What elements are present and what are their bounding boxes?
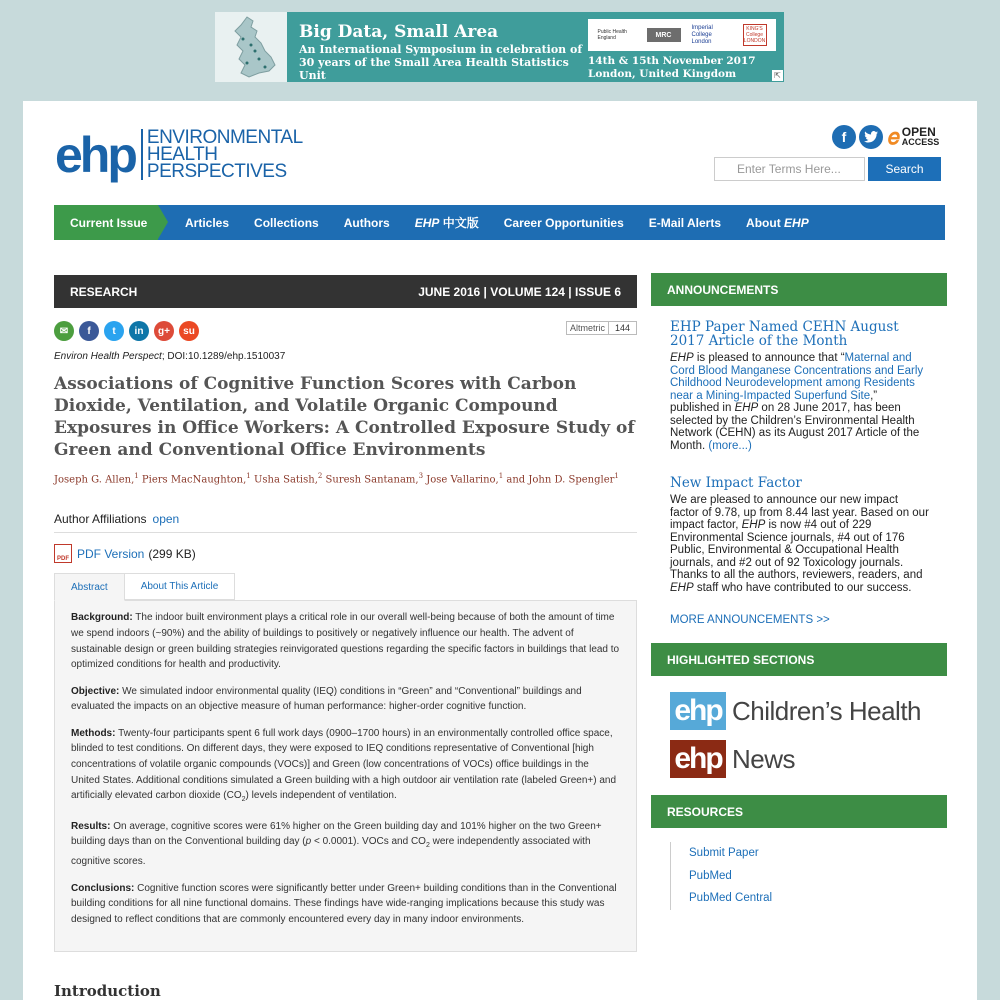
author-affil-sup: 1 — [134, 472, 139, 480]
ann2-ehp2: EHP — [670, 581, 694, 594]
ann2-text-a: We are pleased to announce our new impact factor of 9.78, up from 8.44 last year. Based on our impact factor, — [670, 494, 929, 531]
ehp-logo[interactable] — [55, 126, 303, 183]
open-access-badge[interactable] — [888, 126, 939, 148]
abstract-objective — [71, 684, 620, 715]
resources-header: RESOURCES — [651, 795, 947, 828]
uk-map-graphic — [215, 12, 287, 82]
share-toolbar — [54, 321, 637, 343]
search-button[interactable]: Search — [868, 157, 941, 181]
ann1-ehp: EHP — [670, 352, 694, 364]
resource-pubmed[interactable]: PubMed — [689, 869, 732, 882]
page-container — [23, 101, 977, 1000]
nav-ehp-chinese-suffix: 中文版 — [439, 216, 479, 230]
objective-text: We simulated indoor environmental quality (IEQ) conditions in “Green” and “Conventional” buildings and evaluated the impacts on an objective measure of human performance: higher-order cognitive function. — [71, 685, 582, 713]
altmetric-label: Altmetric — [566, 321, 609, 335]
results-p: p — [305, 836, 312, 848]
author-affil-sup: 1 — [498, 472, 504, 480]
nav-authors[interactable]: Authors — [343, 215, 390, 230]
article-tabs — [54, 573, 637, 600]
open-access-text — [902, 127, 940, 147]
abstract-background — [71, 610, 620, 672]
resource-pubmed-central[interactable]: PubMed Central — [689, 892, 773, 904]
affiliations-open-link[interactable]: open — [152, 512, 180, 527]
facebook-icon[interactable]: f — [79, 321, 99, 341]
googleplus-icon[interactable]: g+ — [154, 321, 174, 341]
nav-current-issue[interactable]: Current Issue — [54, 205, 158, 240]
article-issue: JUNE 2016 | VOLUME 124 | ISSUE 6 — [418, 284, 621, 299]
altmetric-badge[interactable] — [566, 321, 637, 335]
pdf-version-link[interactable]: PDF Version — [77, 546, 145, 561]
ad-text — [287, 12, 587, 82]
imperial-logo: Imperial College London — [691, 24, 713, 45]
ad-date: 14th & 15th November 2017 — [588, 55, 756, 67]
results-sub: 2 — [425, 842, 430, 850]
open-access-line2: ACCESS — [901, 137, 940, 147]
nav-articles[interactable]: Articles — [185, 215, 230, 230]
open-access-icon: 𝑒 — [888, 124, 900, 149]
ann1-text-a: is pleased to announce that “ — [693, 352, 845, 364]
highlight-badge: ehp — [670, 692, 726, 730]
abstract-results — [71, 819, 620, 870]
article-header-bar — [54, 275, 637, 308]
announcements-header: ANNOUNCEMENTS — [651, 273, 947, 306]
author-affil-sup: 1 — [614, 472, 619, 480]
highlight-childrens-health[interactable] — [670, 692, 928, 730]
background-label: Background: — [71, 612, 133, 624]
results-label: Results: — [71, 820, 111, 832]
author-list — [54, 472, 637, 485]
phe-logo: Public Health England — [597, 29, 627, 41]
facebook-icon[interactable]: f — [832, 125, 856, 149]
methods-label: Methods: — [71, 727, 116, 739]
ann1-ehp2: EHP — [734, 402, 759, 414]
linkedin-icon[interactable]: in — [129, 321, 149, 341]
mrc-logo: MRC — [647, 28, 681, 42]
highlighted-sections-header: HIGHLIGHTED SECTIONS — [651, 643, 947, 676]
nav-email-alerts[interactable]: E-Mail Alerts — [648, 215, 722, 230]
social-links — [832, 125, 939, 149]
author-name[interactable]: Joseph G. Allen, — [54, 474, 135, 486]
more-announcements-link[interactable]: MORE ANNOUNCEMENTS >> — [670, 614, 830, 626]
author-name[interactable]: and John D. Spengler — [506, 474, 615, 486]
article-title: Associations of Cognitive Function Scores with Carbon Dioxide, Ventilation, and Volatile Organic Compound Exposures in Office Workers: A Controlled Exposure Study of Green and Conventional Office Environments — [54, 374, 635, 460]
author-name[interactable]: Suresh Santanam, — [325, 474, 419, 486]
search-input[interactable] — [714, 157, 865, 181]
tab-about-this-article[interactable]: About This Article — [125, 573, 236, 600]
announcement-item — [670, 476, 929, 594]
abstract-methods — [71, 726, 620, 808]
sidebar — [651, 273, 947, 910]
objective-label: Objective: — [71, 685, 120, 697]
email-icon[interactable]: ✉ — [54, 321, 74, 341]
ann1-article-link[interactable]: Maternal and Cord Blood Manganese Concentrations and Early Childhood Neurodevelopment among Residents near a Mining-Impacted Superfund Site — [670, 352, 924, 402]
resource-submit-paper[interactable]: Submit Paper — [689, 847, 759, 859]
announcements-list — [651, 306, 947, 626]
author-name[interactable]: Jose Vallarino, — [426, 474, 499, 486]
ann1-text-b: ,” published in — [670, 389, 878, 414]
twitter-icon[interactable]: t — [104, 321, 124, 341]
ad-partner-logos — [588, 19, 776, 51]
results-text-c: were independently associated with cognitive scores. — [71, 836, 591, 868]
twitter-icon[interactable] — [859, 125, 883, 149]
highlighted-sections — [651, 676, 947, 778]
announcement-body — [670, 352, 929, 452]
methods-text-a: Twenty-four participants spent 6 full work days (0900–1700 hours) in an environmentally controlled office space, blinded to test conditions. On different days, they were exposed to IEQ conditions representative of Conventional [high concentrations of volatile organic compounds (VOCs)] and Green (low concentrations of VOCs) office buildings in the United States. Additional conditions simulated a Green building with a high outdoor air ventilation rate (labeled Green+) and artificially elevated carbon dioxide (CO — [71, 727, 617, 802]
results-text-a: On average, cognitive scores were 61% higher on the Green building day and 101% higher on the two Green+ building days than on the Conventional building day ( — [71, 820, 602, 848]
ad-location: London, United Kingdom — [588, 68, 737, 80]
announcement-item — [670, 320, 929, 452]
logo-line3: PERSPECTIVES — [146, 161, 287, 182]
resources-links — [670, 842, 947, 910]
pdf-size: (299 KB) — [148, 546, 196, 561]
abstract-panel — [54, 600, 637, 952]
results-text-b: < 0.0001). VOCs and CO — [311, 836, 426, 848]
highlight-label: News — [732, 743, 796, 774]
nav-about-prefix: About — [746, 215, 785, 230]
ann2-text-b: is now #4 out of 229 Environmental Science journals, #4 out of 176 Public, Environmental & Occupational Health journals, and #2 out of 92 Toxicology journals. Thanks to all the authors, reviewers, readers, and — [670, 519, 923, 581]
citation — [54, 351, 637, 362]
methods-sub: 2 — [241, 796, 246, 804]
ad-subtitle-line2: 30 years of the Small Area Health Statistics Unit — [299, 56, 569, 82]
article-section: RESEARCH — [70, 284, 138, 299]
nav-ehp-chinese-prefix: EHP — [414, 216, 440, 230]
conclusions-label: Conclusions: — [71, 882, 135, 894]
logo-wordmark — [141, 129, 303, 180]
author-affil-sup: 1 — [246, 472, 251, 480]
methods-text-b: ) levels independent of ventilation. — [245, 790, 397, 802]
citation-doi: ; DOI:10.1289/ehp.1510037 — [161, 351, 286, 362]
announcement-title[interactable]: New Impact Factor — [670, 475, 802, 491]
ad-title: Big Data, Small Area — [299, 22, 499, 42]
author-affiliations — [54, 512, 637, 533]
author-affil-sup: 3 — [418, 472, 424, 480]
logo-ehp-mark: ehp — [55, 126, 135, 183]
ann1-more-link[interactable]: (more...) — [708, 439, 752, 452]
citation-journal: Environ Health Perspect — [54, 351, 162, 362]
open-access-line1: OPEN — [901, 125, 936, 139]
highlight-news[interactable] — [670, 740, 928, 778]
announcement-body — [670, 494, 929, 594]
highlight-label: Children’s Health — [732, 695, 922, 726]
symposium-banner-ad[interactable] — [215, 12, 784, 82]
resources-list — [651, 828, 947, 910]
pdf-download — [54, 544, 637, 563]
introduction-heading: Introduction — [54, 982, 161, 1000]
conclusions-text: Cognitive function scores were significantly better under Green+ building conditions than in the Conventional building conditions for all nine functional domains. These findings have wide-ranging implications because this study was designed to reflect conditions that are commonly encountered every day in many indoor environments. — [71, 882, 617, 925]
main-navigation — [54, 205, 945, 240]
nav-about-ehp[interactable] — [746, 216, 809, 230]
nav-collections[interactable]: Collections — [254, 215, 319, 230]
ann2-text-c: staff who have contributed to our success. — [693, 581, 912, 594]
search-bar — [714, 157, 941, 181]
author-affil-sup: 2 — [317, 472, 323, 480]
kcl-logo: KING'S College LONDON — [743, 26, 766, 44]
pdf-icon[interactable]: PDF — [54, 544, 72, 563]
ann2-ehp: EHP — [741, 519, 766, 531]
tab-abstract[interactable]: Abstract — [54, 573, 125, 601]
author-name[interactable]: Piers MacNaughton, — [141, 474, 247, 486]
ad-subtitle-line1: An International Symposium in celebration of — [299, 43, 583, 56]
stumbleupon-icon[interactable]: su — [179, 321, 199, 341]
article-column — [54, 275, 637, 1000]
nav-ehp-chinese[interactable] — [415, 214, 479, 231]
highlight-badge: ehp — [670, 740, 726, 778]
logo-line2: HEALTH — [146, 144, 218, 165]
nav-about-ehp-label: EHP — [784, 215, 809, 230]
announcement-title[interactable]: EHP Paper Named CEHN August 2017 Article of the Month — [670, 319, 899, 349]
ad-right — [588, 12, 784, 82]
ann1-text-c: on 28 June 2017, has been selected by the Children’s Environmental Health Network (CEHN) as its August 2017 Article of the Month. — [670, 402, 920, 452]
author-name[interactable]: Usha Satish, — [253, 474, 318, 486]
logo-line1: ENVIRONMENTAL — [146, 127, 303, 148]
abstract-conclusions — [71, 881, 620, 928]
background-text: The indoor built environment plays a critical role in our overall well-being because of both the amount of time we spend indoors (~90%) and the ability of buildings to positively or negatively influence our health. The advent of sustainable design or green building strategies reinvigorated questions regarding the specific factors in buildings that lead to optimized conditions for health and productivity. — [71, 612, 620, 671]
affiliations-label: Author Affiliations — [54, 512, 147, 527]
nav-career-opportunities[interactable]: Career Opportunities — [503, 215, 624, 230]
external-link-icon[interactable]: ⇱ — [772, 70, 783, 81]
altmetric-count: 144 — [609, 321, 637, 335]
